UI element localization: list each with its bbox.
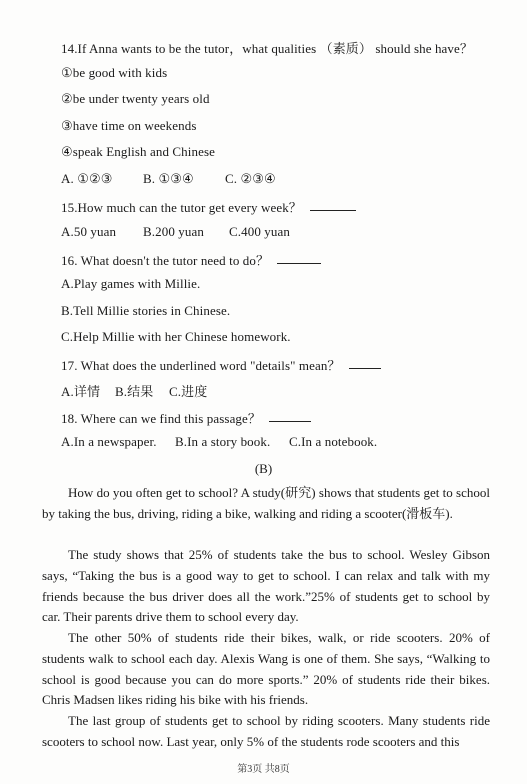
question-14-options bbox=[61, 171, 276, 187]
question-18-option-c[interactable]: C.In a notebook. bbox=[289, 434, 378, 449]
question-15-options bbox=[61, 224, 290, 240]
question-14-item-3: ③have time on weekends bbox=[61, 118, 197, 133]
question-14-option-c[interactable]: C. ②③④ bbox=[225, 171, 276, 186]
question-18 bbox=[61, 408, 311, 427]
question-15-option-c[interactable]: C.400 yuan bbox=[229, 224, 290, 239]
question-14-item-1: ①be good with kids bbox=[61, 65, 168, 80]
question-14-stem: 14.If Anna wants to be the tutor，what qualities （素质） should she have？ bbox=[61, 41, 474, 56]
question-16-stem: 16. What doesn't the tutor need to do？ bbox=[61, 253, 270, 268]
passage-paragraph-1: How do you often get to school? A study(研究) shows that students get to school by taking the bus, driving, riding a bike, walking and riding a scooter(滑板车). bbox=[42, 485, 490, 521]
question-18-option-b[interactable]: B.In a story book. bbox=[175, 434, 271, 449]
passage-paragraph-3: The other 50% of students ride their bikes, walk, or ride scooters. 20% of students walk to school each day. Alexis Wang is one of them. She says, “Walking to school is good because you can do more sports.” 20% of students ride their bikes. Chris Madsen likes riding his bike with his friends. bbox=[42, 630, 490, 708]
passage-paragraph-4: The last group of students get to school by riding scooters. Many students ride scooters to school now. Last year, only 5% of the students rode scooters and this bbox=[42, 713, 490, 749]
question-17-option-c[interactable]: C.进度 bbox=[169, 384, 208, 399]
passage-paragraph-2: The study shows that 25% of students take the bus to school. Wesley Gibson says, “Taking the bus is a good way to get to school. I can relax and talk with my friends because the bus driver does all the work.”25% of students get to school by car. Their parents drive them to school every day. bbox=[42, 547, 490, 625]
question-14-option-b[interactable]: B. ①③④ bbox=[143, 171, 194, 186]
question-16 bbox=[61, 250, 321, 269]
question-16-option-c[interactable]: C.Help Millie with her Chinese homework. bbox=[61, 329, 291, 344]
question-18-options bbox=[61, 434, 377, 450]
question-15 bbox=[61, 197, 356, 216]
question-14-item-4: ④speak English and Chinese bbox=[61, 144, 215, 159]
question-18-stem: 18. Where can we find this passage？ bbox=[61, 411, 262, 426]
page-number-footer: 第3页 共8页 bbox=[237, 764, 290, 775]
question-17-option-a[interactable]: A.详情 bbox=[61, 384, 101, 399]
question-14-item-2: ②be under twenty years old bbox=[61, 91, 210, 106]
question-15-option-b[interactable]: B.200 yuan bbox=[143, 224, 204, 239]
question-18-option-a[interactable]: A.In a newspaper. bbox=[61, 434, 157, 449]
answer-blank-18[interactable] bbox=[269, 420, 311, 422]
question-16-option-b[interactable]: B.Tell Millie stories in Chinese. bbox=[61, 303, 231, 318]
answer-blank-16[interactable] bbox=[277, 262, 321, 264]
question-15-option-a[interactable]: A.50 yuan bbox=[61, 224, 117, 239]
question-15-stem: 15.How much can the tutor get every week？ bbox=[61, 200, 302, 215]
section-heading: (B) bbox=[254, 461, 273, 476]
answer-blank-17[interactable] bbox=[349, 367, 381, 369]
question-17-option-b[interactable]: B.结果 bbox=[115, 384, 154, 399]
question-17-stem: 17. What does the underlined word "details" mean？ bbox=[61, 358, 341, 373]
question-16-option-a[interactable]: A.Play games with Millie. bbox=[61, 276, 201, 291]
question-14-option-a[interactable]: A. ①②③ bbox=[61, 171, 113, 186]
answer-blank-15[interactable] bbox=[310, 209, 356, 211]
question-17 bbox=[61, 355, 381, 374]
question-17-options bbox=[61, 381, 207, 400]
